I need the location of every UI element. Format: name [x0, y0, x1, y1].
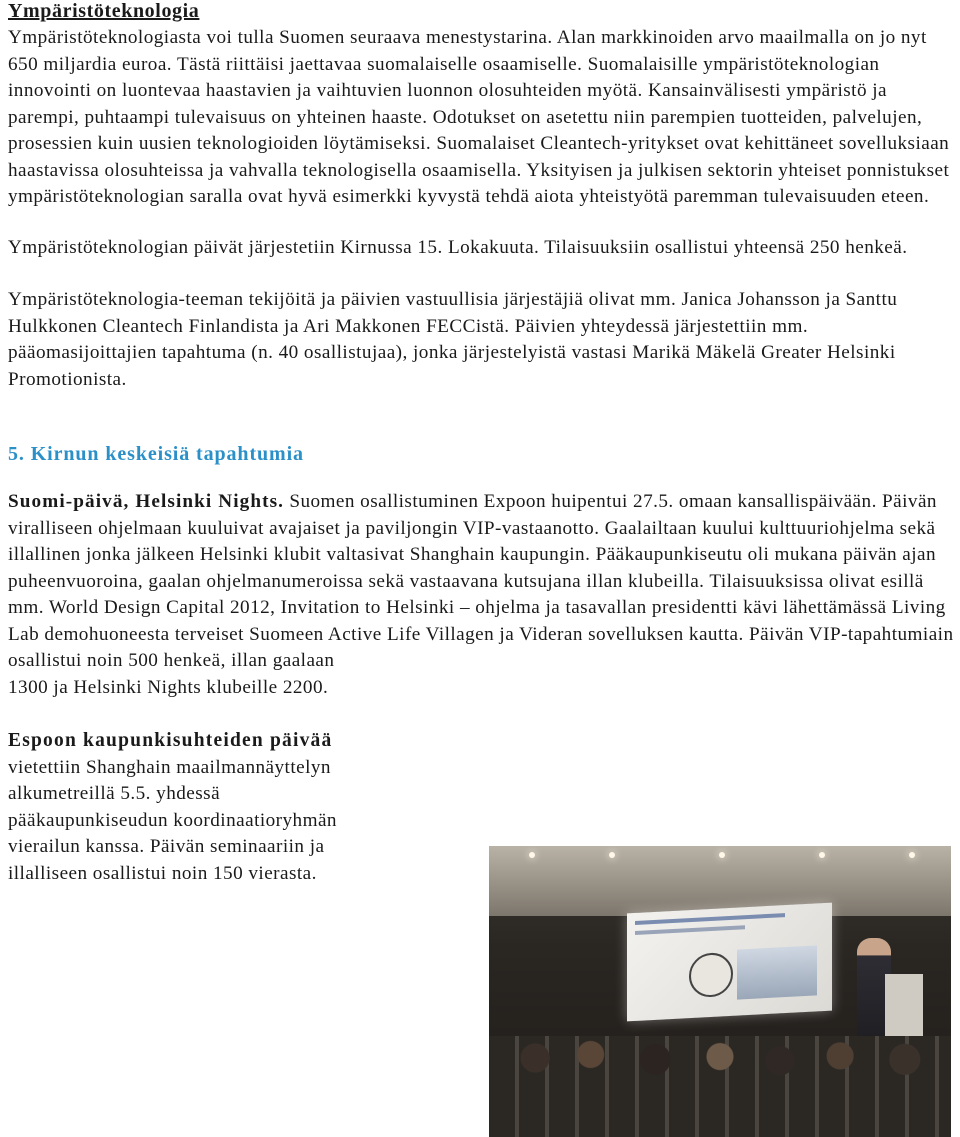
espoo-line-5: illalliseen osallistui noin 150 vierasta.	[8, 862, 317, 884]
ceiling-lamp	[909, 852, 915, 858]
seminar-photo	[489, 846, 951, 1137]
paragraph-suomi-day	[8, 489, 958, 648]
ceiling-lamp	[719, 852, 725, 858]
slide-title-bar	[635, 913, 785, 925]
suomi-day-heading: Suomi-päivä, Helsinki Nights.	[8, 491, 285, 512]
audience-heads	[489, 1016, 951, 1086]
projection-screen	[627, 903, 832, 1022]
ceiling-lamp	[609, 852, 615, 858]
paragraph-intro: Ympäristöteknologiasta voi tulla Suomen seuraava menestystarina. Alan markkinoiden arvo maailmalla on jo nyt 650 miljardia euroa. Tästä riittäisi jaettavaa suomalaiselle osaamiselle. Suomalaisille ympäristöteknologian innovointi on luontevaa haastavien ja vaihtuvien luonnon olosuhteiden myötä. Kansainvälisesti ympäristö ja parempi, puhtaampi tulevaisuus on yhteinen haaste. Odotukset on asetettu niin parempien tuotteiden, palvelujen, prosessien kuin uusien teknologioiden löytämiseksi. Suomalaiset Cleantech-yritykset ovat kehittäneet sovelluksiaan haastavissa olosuhteissa ja vahvalla teknologisella osaamisella. Yksityisen ja julkisen sektorin yhteiset ponnistukset ympäristöteknologian saralla ovat hyvä esimerkki kyvystä tehdä aiota yhteistyötä paremman tulevaisuuden eteen.	[8, 27, 950, 207]
espoo-line-3: pääkaupunkiseudun koordinaatioryhmän	[8, 809, 337, 831]
slide-skyline-graphic	[737, 945, 817, 999]
espoo-day-heading: Espoon kaupunkisuhteiden päivää	[8, 730, 333, 751]
heading-environmental-technology: Ympäristöteknologia	[8, 0, 200, 22]
espoo-line-4: vierailun kanssa. Päivän seminaariin ja	[8, 836, 325, 857]
ceiling-lamp	[819, 852, 825, 858]
suomi-day-tail-line-2: 1300 ja Helsinki Nights klubeille 2200.	[8, 676, 329, 698]
suomi-day-tail-line-1: osallistui noin 500 henkeä, illan gaalaan	[8, 650, 335, 671]
document-page	[8, 0, 958, 887]
suomi-day-text: Suomen osallistuminen Expoon huipentui 27.5. omaan kansallispäivään. Päivän viralliseen ohjelmaan kuuluivat avajaiset ja paviljongin VIP-vastaanotto. Gaalailtaan kuului kulttuuriohjelma sekä illallinen jonka jälkeen Helsinki klubit valtasivat Shanghain kaupungin. Pääkaupunkiseutu oli mukana päivän ajan puheenvuoroina, gaalan ohjelmanumeroissa sekä vastaavana kutsujana illan klubeilla. Tilaisuuksissa olivat esillä mm. World Design Capital 2012, Invitation to Helsinki – ohjelma ja tasavallan presidentti kävi lähettämässä Living Lab demohuoneesta terveiset Suomeen Active Life Villagen ja Videran sovelluksen kautta. Päivän VIP-tapahtumiain	[8, 491, 954, 645]
slide-dial-graphic	[689, 952, 733, 998]
espoo-line-2: alkumetreillä 5.5. yhdessä	[8, 783, 221, 804]
section-title-key-events: 5. Kirnun keskeisiä tapahtumia	[8, 443, 304, 465]
paragraph-organizers: Ympäristöteknologia-teeman tekijöitä ja päivien vastuullisia järjestäjiä olivat mm. Janica Johansson ja Santtu Hulkkonen Cleantech Finlandista ja Ari Makkonen FECCistä. Päivien yhteydessä järjestettiin mm. pääomasijoittajien tapahtuma (n. 40 osallistujaa), jonka järjestelyistä vastasi Marikä Mäkelä Greater Helsinki Promotionista.	[8, 289, 898, 390]
paragraph-event-days: Ympäristöteknologian päivät järjestetiin Kirnussa 15. Lokakuuta. Tilaisuuksiin osallistui yhteensä 250 henkeä.	[8, 236, 908, 258]
slide-subtitle-bar	[635, 925, 745, 935]
espoo-line-1: vietettiin Shanghain maailmannäyttelyn	[8, 756, 331, 778]
ceiling-lamp	[529, 852, 535, 858]
